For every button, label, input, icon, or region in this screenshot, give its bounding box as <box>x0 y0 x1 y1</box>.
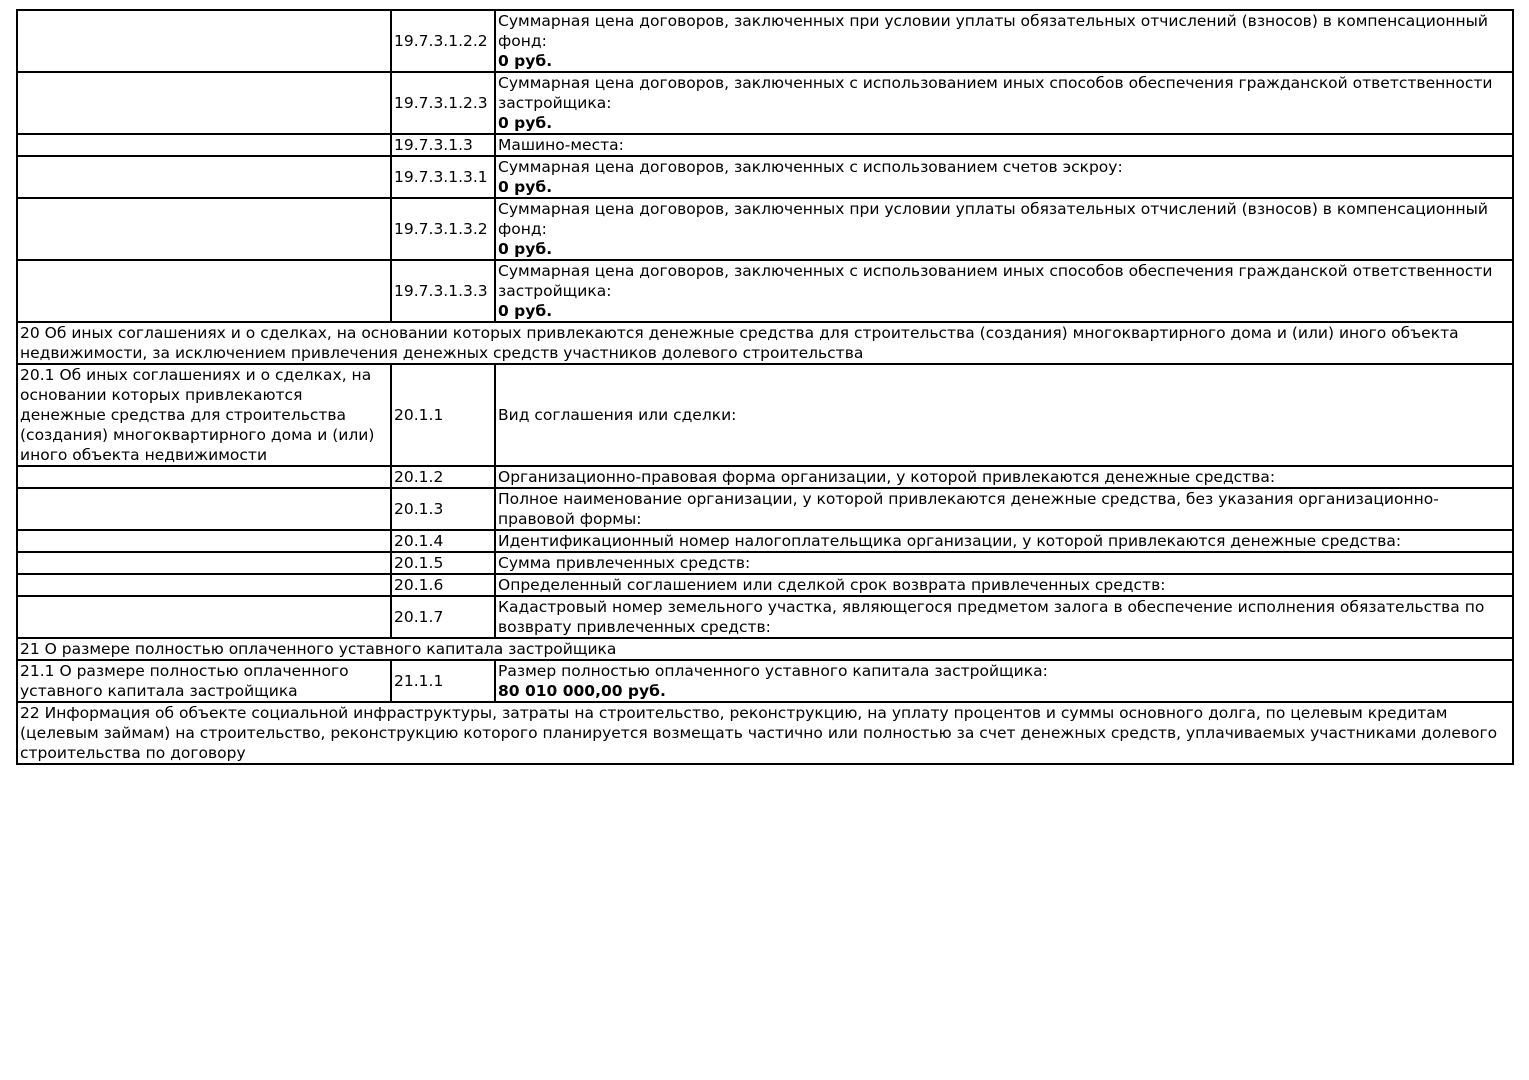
item-text: Сумма привлеченных средств: <box>498 554 751 572</box>
subsection-cell <box>17 260 391 322</box>
subsection-cell <box>17 596 391 638</box>
item-description-cell <box>495 574 1513 596</box>
subsection-cell <box>17 156 391 198</box>
item-text: Организационно-правовая форма организации, у которой привлекаются денежные средства: <box>498 468 1276 486</box>
item-description-cell <box>495 260 1513 322</box>
item-code: 20.1.1 <box>391 364 495 466</box>
subsection-cell <box>17 134 391 156</box>
subsection-cell: 21.1 О размере полностью оплаченного уставного капитала застройщика <box>17 660 391 702</box>
disclosure-table <box>16 9 1514 765</box>
section-row <box>17 638 1513 660</box>
item-text: Суммарная цена договоров, заключенных с использованием счетов эскроу: <box>498 158 1123 176</box>
item-code: 20.1.5 <box>391 552 495 574</box>
item-code: 20.1.4 <box>391 530 495 552</box>
item-description-cell <box>495 466 1513 488</box>
item-code: 20.1.2 <box>391 466 495 488</box>
item-text: Идентификационный номер налогоплательщика организации, у которой привлекаются денежные средства: <box>498 532 1402 550</box>
subsection-cell <box>17 488 391 530</box>
item-code: 20.1.6 <box>391 574 495 596</box>
item-code: 20.1.3 <box>391 488 495 530</box>
subsection-cell <box>17 198 391 260</box>
table-row <box>17 10 1513 72</box>
subsection-cell <box>17 466 391 488</box>
item-code: 19.7.3.1.3.2 <box>391 198 495 260</box>
table-row <box>17 364 1513 466</box>
table-row <box>17 660 1513 702</box>
item-text: Машино-места: <box>498 136 624 154</box>
item-text: Суммарная цена договоров, заключенных с использованием иных способов обеспечения гражданской ответственности застройщика: <box>498 262 1493 300</box>
item-value: 80 010 000,00 руб. <box>498 682 666 700</box>
item-code: 19.7.3.1.3 <box>391 134 495 156</box>
item-code: 19.7.3.1.2.2 <box>391 10 495 72</box>
item-description-cell <box>495 134 1513 156</box>
item-code: 19.7.3.1.3.1 <box>391 156 495 198</box>
item-text: Суммарная цена договоров, заключенных при условии уплаты обязательных отчислений (взносов) в компенсационный фонд: <box>498 200 1488 238</box>
table-row <box>17 488 1513 530</box>
item-value: 0 руб. <box>498 178 553 196</box>
table-row <box>17 596 1513 638</box>
item-code: 21.1.1 <box>391 660 495 702</box>
item-description-cell <box>495 660 1513 702</box>
item-value: 0 руб. <box>498 114 553 132</box>
section-heading: 20 Об иных соглашениях и о сделках, на основании которых привлекаются денежные средства для строительства (создания) многоквартирного дома и (или) иного объекта недвижимости, за исключением привлечения денежных средств участников долевого строительства <box>17 322 1513 364</box>
subsection-cell <box>17 552 391 574</box>
table-row <box>17 530 1513 552</box>
item-description-cell <box>495 596 1513 638</box>
table-row <box>17 552 1513 574</box>
item-description-cell <box>495 10 1513 72</box>
subsection-cell: 20.1 Об иных соглашениях и о сделках, на основании которых привлекаются денежные средства для строительства (создания) многоквартирного дома и (или) иного объекта недвижимости <box>17 364 391 466</box>
table-row <box>17 574 1513 596</box>
section-heading: 21 О размере полностью оплаченного уставного капитала застройщика <box>17 638 1513 660</box>
item-description-cell <box>495 364 1513 466</box>
item-value: 0 руб. <box>498 240 553 258</box>
item-text: Суммарная цена договоров, заключенных с использованием иных способов обеспечения гражданской ответственности застройщика: <box>498 74 1493 112</box>
item-text: Кадастровый номер земельного участка, являющегося предметом залога в обеспечение исполнения обязательства по возврату привлеченных средств: <box>498 598 1485 636</box>
item-code: 20.1.7 <box>391 596 495 638</box>
item-description-cell <box>495 488 1513 530</box>
subsection-cell <box>17 10 391 72</box>
table-row <box>17 72 1513 134</box>
disclosure-table-body <box>17 10 1513 764</box>
table-row <box>17 466 1513 488</box>
table-row <box>17 134 1513 156</box>
section-heading: 22 Информация об объекте социальной инфраструктуры, затраты на строительство, реконструкцию, на уплату процентов и суммы основного долга, по целевым кредитам (целевым займам) на строительство, реконструкцию которого планируется возмещать частично или полностью за счет денежных средств, уплачиваемых участниками долевого строительства по договору <box>17 702 1513 764</box>
item-description-cell <box>495 72 1513 134</box>
item-text: Определенный соглашением или сделкой срок возврата привлеченных средств: <box>498 576 1166 594</box>
section-row <box>17 322 1513 364</box>
item-text: Суммарная цена договоров, заключенных при условии уплаты обязательных отчислений (взносов) в компенсационный фонд: <box>498 12 1488 50</box>
item-description-cell <box>495 198 1513 260</box>
section-row <box>17 702 1513 764</box>
subsection-cell <box>17 530 391 552</box>
item-description-cell <box>495 530 1513 552</box>
table-row <box>17 198 1513 260</box>
item-description-cell <box>495 552 1513 574</box>
item-description-cell <box>495 156 1513 198</box>
item-value: 0 руб. <box>498 52 553 70</box>
item-text: Вид соглашения или сделки: <box>498 406 737 424</box>
table-row <box>17 260 1513 322</box>
item-value: 0 руб. <box>498 302 553 320</box>
item-code: 19.7.3.1.2.3 <box>391 72 495 134</box>
subsection-cell <box>17 574 391 596</box>
table-row <box>17 156 1513 198</box>
item-text: Полное наименование организации, у которой привлекаются денежные средства, без указания организационно-правовой формы: <box>498 490 1439 528</box>
subsection-cell <box>17 72 391 134</box>
item-code: 19.7.3.1.3.3 <box>391 260 495 322</box>
item-text: Размер полностью оплаченного уставного капитала застройщика: <box>498 662 1048 680</box>
